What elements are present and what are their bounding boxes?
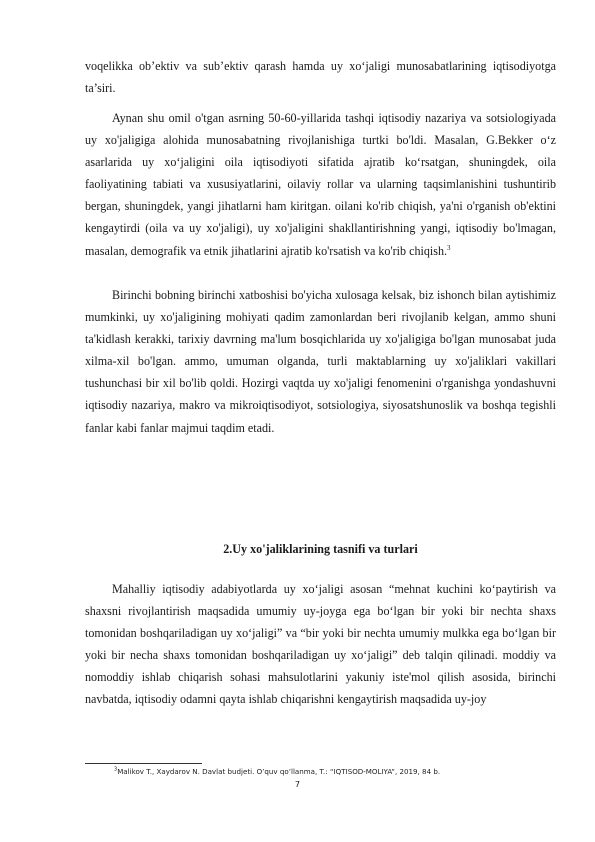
paragraph-2 — [85, 107, 556, 262]
paragraph-2-text: Aynan shu omil o'tgan asrning 50-60-yillarida tashqi iqtisodiy nazariya va sotsiologiyada uy xo'jaligiga alohida munosabatning rivojlanishiga turtki bo'ldi. Masalan, G.Bekker o‘z asarlarida uy xo‘jaligini oila iqtisodiyoti sifatida ajratib ko‘rsatgan, shuningdek, oila faoliyatining tabiati va xususiyatlarini, oilaviy rollar va ularning taqsimlanishini tushuntirib bergan, shuningdek, yangi jihatlarni ham kiritgan. oilani ko'rib chiqish, ya'ni o'rganish ob'ektini kengaytirdi (oila va uy xo'jaligi), uy xo'jaligini shakllantirishning yangi, iqtisodiy bo'lmagan, masalan, demografik va etnik jihatlarini ajratib ko'rsatish va ko'rib chiqish. — [85, 111, 556, 258]
footnote-marker: 3 — [114, 766, 118, 773]
footnote-separator — [85, 763, 202, 764]
paragraph-1-text: voqelikka ob’ektiv va sub’ektiv qarash hamda uy xo‘jaligi munosabatlarining iqtisodiyotga ta’siri. — [85, 59, 556, 96]
paragraph-3 — [85, 284, 556, 439]
footnote-text: Malikov T., Xaydarov N. Davlat budjeti. O’quv qo’llanma, T.: “IQTISOD-MOLIYA”, 2019, 84 b. — [117, 767, 441, 776]
paragraph-3-text: Birinchi bobning birinchi xatboshisi bo'yicha xulosaga kelsak, biz ishonch bilan aytishimiz mumkinki, uy xo'jaligining mohiyati qadim zamonlardan beri rivojlanib kelgan, ammo shuni ta'kidlash kerakki, tarixiy davrning ma'lum bosqichlarida uy xo'jaligiga bo'lgan munosabat juda xilma-xil bo'lgan. ammo, umuman olganda, turli maktablarning uy xo'jaliklari vakillari tushunchasi bir xil bo'lib qoldi. Hozirgi vaqtda uy xo'jaligi fenomenini o'rganishga yondashuvni iqtisodiy nazariya, makro va mikroiqtisodiyot, sotsiologiya, siyosatshunoslik va boshqa tegishli fanlar kabi fanlar majmui taqdim etadi. — [85, 288, 556, 435]
paragraph-4-text: Mahalliy iqtisodiy adabiyotlarda uy xo‘jaligi asosan “mehnat kuchini ko‘paytirish va shaxsni rivojlantirish maqsadida umumiy uy-joyga ega bo‘lgan bir yoki bir nechta shaxs tomonidan boshqariladigan uy xo‘jaligi” va “bir yoki bir nechta umumiy mulkka ega bo‘lgan bir yoki bir necha shaxs tomonidan boshqariladigan uy xo‘jaligi” deb talqin qilinadi. moddiy va nomoddiy ishlab chiqarish sohasi mahsulotlarini yakuniy iste'mol qilish asosida, birinchi navbatda, iqtisodiy odamni qayta ishlab chiqarishni kengaytirish maqsadida uy-joy — [85, 582, 556, 707]
page-number: 7 — [294, 779, 301, 789]
section-heading: 2.Uy xo'jaliklarining tasnifi va turlari — [223, 542, 418, 556]
paragraph-4 — [85, 578, 556, 711]
paragraph-2-body — [85, 107, 556, 262]
paragraph-continuation — [85, 55, 556, 99]
footnote-reference[interactable]: 3 — [447, 243, 451, 252]
footnote — [114, 767, 440, 776]
